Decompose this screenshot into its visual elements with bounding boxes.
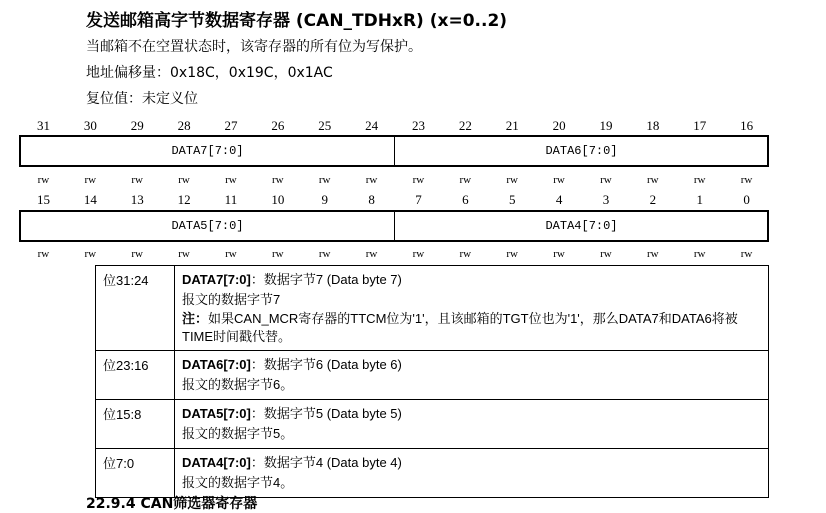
field-detail: 报文的数据字节6。 bbox=[182, 377, 294, 392]
bit-number: 25 bbox=[318, 118, 332, 133]
access-type: rw bbox=[459, 174, 472, 186]
field-name: DATA5[7:0] bbox=[182, 406, 251, 421]
field-note: 如果CAN_MCR寄存器的TTCM位为'1'，且该邮箱的TGT位也为'1'，那么DATA7和DATA6将被TIME时间戳代替。 bbox=[182, 311, 738, 344]
access-type: rw bbox=[647, 248, 659, 260]
bit-number: 19 bbox=[599, 118, 613, 133]
access-type: rw bbox=[506, 248, 518, 260]
access-type: rw bbox=[37, 174, 50, 186]
bit-number: 21 bbox=[505, 118, 519, 133]
note-label: 注： bbox=[182, 311, 209, 326]
access-type: rw bbox=[600, 174, 612, 186]
access-type: rw bbox=[131, 174, 143, 186]
reset-value: 复位值：未定义位 bbox=[86, 91, 198, 107]
access-type: rw bbox=[647, 174, 659, 186]
field-summary: ：数据字节7 (Data byte 7) bbox=[250, 272, 402, 287]
bit-number: 11 bbox=[224, 192, 238, 207]
access-type: rw bbox=[272, 248, 284, 260]
table-row bbox=[96, 351, 769, 400]
bit-number: 26 bbox=[271, 118, 285, 133]
field-detail: 报文的数据字节5。 bbox=[182, 426, 294, 441]
access-type: rw bbox=[84, 248, 97, 260]
access-row-lower bbox=[20, 248, 770, 262]
access-type: rw bbox=[318, 248, 331, 260]
bit-number: 24 bbox=[365, 118, 379, 133]
field-data4: DATA4[7:0] bbox=[394, 212, 768, 240]
access-type: rw bbox=[412, 174, 425, 186]
bit-number: 15 bbox=[36, 192, 50, 207]
field-description-table bbox=[95, 265, 769, 498]
bit-number: 29 bbox=[130, 118, 144, 133]
register-upper-half bbox=[19, 135, 769, 167]
bit-number: 12 bbox=[177, 192, 191, 207]
field-summary: ：数据字节4 (Data byte 4) bbox=[250, 455, 402, 470]
access-type: rw bbox=[553, 174, 565, 186]
bit-number: 28 bbox=[177, 118, 191, 133]
bit-range: 位23:16 bbox=[96, 351, 175, 400]
section-description: 当邮箱不在空置状态时，该寄存器的所有位为写保护。 bbox=[86, 39, 422, 55]
bit-number: 1 bbox=[696, 192, 703, 207]
bit-number: 7 bbox=[415, 192, 422, 207]
access-type: rw bbox=[178, 174, 190, 186]
section-title: 发送邮箱高字节数据寄存器 (CAN_TDHxR) (x=0..2) bbox=[86, 11, 508, 31]
field-data5: DATA5[7:0] bbox=[171, 219, 244, 233]
bit-number: 14 bbox=[83, 192, 97, 207]
bit-number: 20 bbox=[552, 118, 566, 133]
access-type: rw bbox=[459, 248, 472, 260]
access-type: rw bbox=[600, 248, 612, 260]
access-type: rw bbox=[365, 248, 378, 260]
bit-number: 2 bbox=[649, 192, 657, 207]
address-offset: 地址偏移量：0x18C，0x19C，0x1AC bbox=[86, 65, 333, 81]
access-type: rw bbox=[553, 248, 565, 260]
bit-number: 8 bbox=[368, 192, 375, 207]
access-type: rw bbox=[225, 174, 237, 186]
field-detail: 报文的数据字节7 bbox=[182, 292, 281, 307]
access-type: rw bbox=[84, 174, 97, 186]
field-detail: 报文的数据字节4。 bbox=[182, 475, 294, 490]
bit-number: 22 bbox=[458, 118, 472, 133]
bit-number: 16 bbox=[740, 118, 754, 133]
field-description bbox=[175, 351, 769, 400]
bit-number: 6 bbox=[462, 192, 469, 207]
bit-number: 5 bbox=[508, 192, 516, 207]
bit-number: 9 bbox=[321, 192, 328, 207]
access-type: rw bbox=[693, 174, 706, 186]
table-row bbox=[96, 266, 769, 351]
field-name: DATA4[7:0] bbox=[182, 455, 251, 470]
field-data7: DATA7[7:0] bbox=[171, 144, 244, 158]
bit-number: 30 bbox=[83, 118, 97, 133]
access-type: rw bbox=[272, 174, 284, 186]
field-summary: ：数据字节5 (Data byte 5) bbox=[250, 406, 402, 421]
access-type: rw bbox=[506, 174, 518, 186]
bit-range: 位31:24 bbox=[96, 266, 175, 351]
access-type: rw bbox=[740, 248, 753, 260]
bit-number: 17 bbox=[693, 118, 707, 133]
access-type: rw bbox=[37, 248, 50, 260]
field-name: DATA7[7:0] bbox=[182, 272, 251, 287]
field-description bbox=[175, 449, 769, 498]
access-type: rw bbox=[225, 248, 237, 260]
bit-numbers-lower bbox=[20, 192, 770, 208]
access-type: rw bbox=[178, 248, 190, 260]
bit-number: 18 bbox=[646, 118, 660, 133]
bit-number: 13 bbox=[130, 192, 144, 207]
next-section-heading: 22.9.4 CAN筛选器寄存器 bbox=[86, 496, 258, 512]
access-row-upper bbox=[20, 174, 770, 188]
bit-range: 位7:0 bbox=[96, 449, 175, 498]
bit-range: 位15:8 bbox=[96, 400, 175, 449]
field-name: DATA6[7:0] bbox=[182, 357, 251, 372]
bit-number: 23 bbox=[411, 118, 425, 133]
field-summary: ：数据字节6 (Data byte 6) bbox=[250, 357, 402, 372]
field-description bbox=[175, 266, 769, 351]
register-lower-half bbox=[19, 210, 769, 242]
table-row bbox=[96, 449, 769, 498]
bit-number: 4 bbox=[555, 192, 563, 207]
access-type: rw bbox=[318, 174, 331, 186]
field-description bbox=[175, 400, 769, 449]
access-type: rw bbox=[412, 248, 425, 260]
access-type: rw bbox=[693, 248, 706, 260]
bit-number: 0 bbox=[743, 192, 750, 207]
table-row bbox=[96, 400, 769, 449]
access-type: rw bbox=[131, 248, 143, 260]
bit-number: 27 bbox=[224, 118, 238, 133]
bit-number: 31 bbox=[36, 118, 50, 133]
field-data6: DATA6[7:0] bbox=[394, 137, 768, 165]
bit-number: 3 bbox=[602, 192, 610, 207]
bit-number: 10 bbox=[271, 192, 285, 207]
access-type: rw bbox=[740, 174, 753, 186]
access-type: rw bbox=[365, 174, 378, 186]
bit-numbers-upper bbox=[20, 118, 770, 134]
